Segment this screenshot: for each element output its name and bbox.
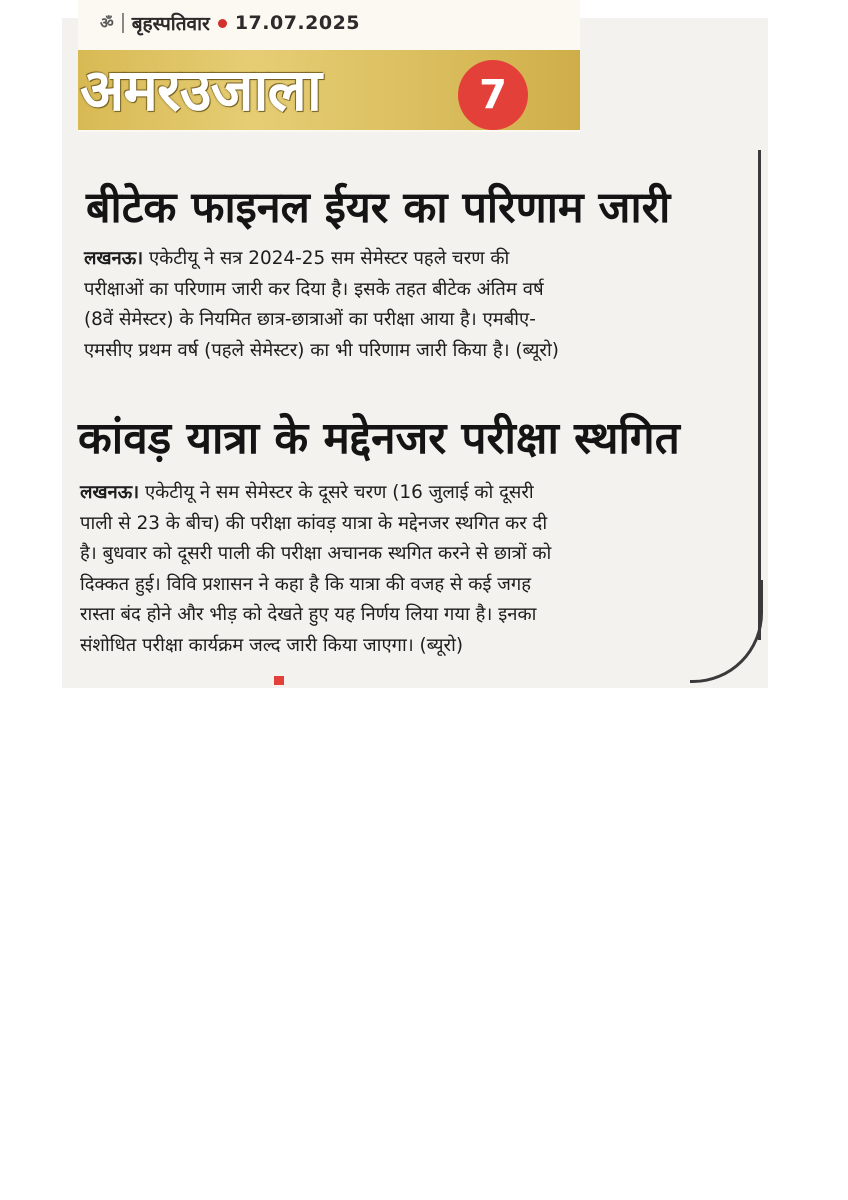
article-2-headline: कांवड़ यात्रा के मद्देनजर परीक्षा स्थगित bbox=[78, 413, 680, 464]
article-2-line-text: एकेटीयू ने सम सेमेस्टर के दूसरे चरण (16 जुलाई को दूसरी bbox=[139, 482, 534, 503]
article-1-line bbox=[84, 244, 744, 275]
issue-day: बृहस्पतिवार bbox=[131, 13, 210, 35]
end-marker bbox=[274, 676, 284, 685]
newspaper-logo: अमरउजाला bbox=[80, 56, 321, 124]
article-1-line: एमसीए प्रथम वर्ष (पहले सेमेस्टर) का भी परिणाम जारी किया है। (ब्यूरो) bbox=[84, 339, 559, 361]
article-2-line: है। बुधवार को दूसरी पाली की परीक्षा अचानक स्थगित करने से छात्रों को bbox=[80, 543, 552, 564]
dateline-bar bbox=[100, 8, 490, 38]
article-1-headline: बीटेक फाइनल ईयर का परिणाम जारी bbox=[86, 183, 671, 233]
article-2-line bbox=[80, 478, 750, 509]
article-1-line: (8वें सेमेस्टर) के नियमित छात्र-छात्राओं का परीक्षा आया है। एमबीए- bbox=[84, 309, 536, 330]
om-symbol-icon: ॐ bbox=[100, 14, 114, 32]
article-2-dateline: लखनऊ। bbox=[80, 482, 140, 503]
page-number-badge: 7 bbox=[458, 60, 528, 130]
column-rule bbox=[758, 150, 761, 640]
article-1-body bbox=[84, 244, 744, 366]
article-2-line: रास्ता बंद होने और भीड़ को देखते हुए यह निर्णय लिया गया है। इनका bbox=[80, 604, 537, 625]
bullet-dot-icon bbox=[218, 19, 227, 28]
article-2-line: संशोधित परीक्षा कार्यक्रम जल्द जारी किया जाएगा। (ब्यूरो) bbox=[80, 634, 464, 656]
issue-date: 17.07.2025 bbox=[234, 12, 361, 34]
article-1-dateline: लखनऊ। bbox=[84, 248, 144, 269]
article-2-line: पाली से 23 के बीच) की परीक्षा कांवड़ यात्रा के मद्देनजर स्थगित कर दी bbox=[80, 512, 548, 534]
article-2-body bbox=[80, 478, 750, 661]
article-1-line: परीक्षाओं का परिणाम जारी कर दिया है। इसके तहत बीटेक अंतिम वर्ष bbox=[84, 278, 544, 300]
article-2-line: दिक्कत हुई। विवि प्रशासन ने कहा है कि यात्रा की वजह से कई जगह bbox=[80, 573, 531, 595]
article-1-line-text: एकेटीयू ने सत्र 2024-25 सम सेमेस्टर पहले चरण की bbox=[143, 248, 510, 269]
divider bbox=[122, 13, 124, 33]
